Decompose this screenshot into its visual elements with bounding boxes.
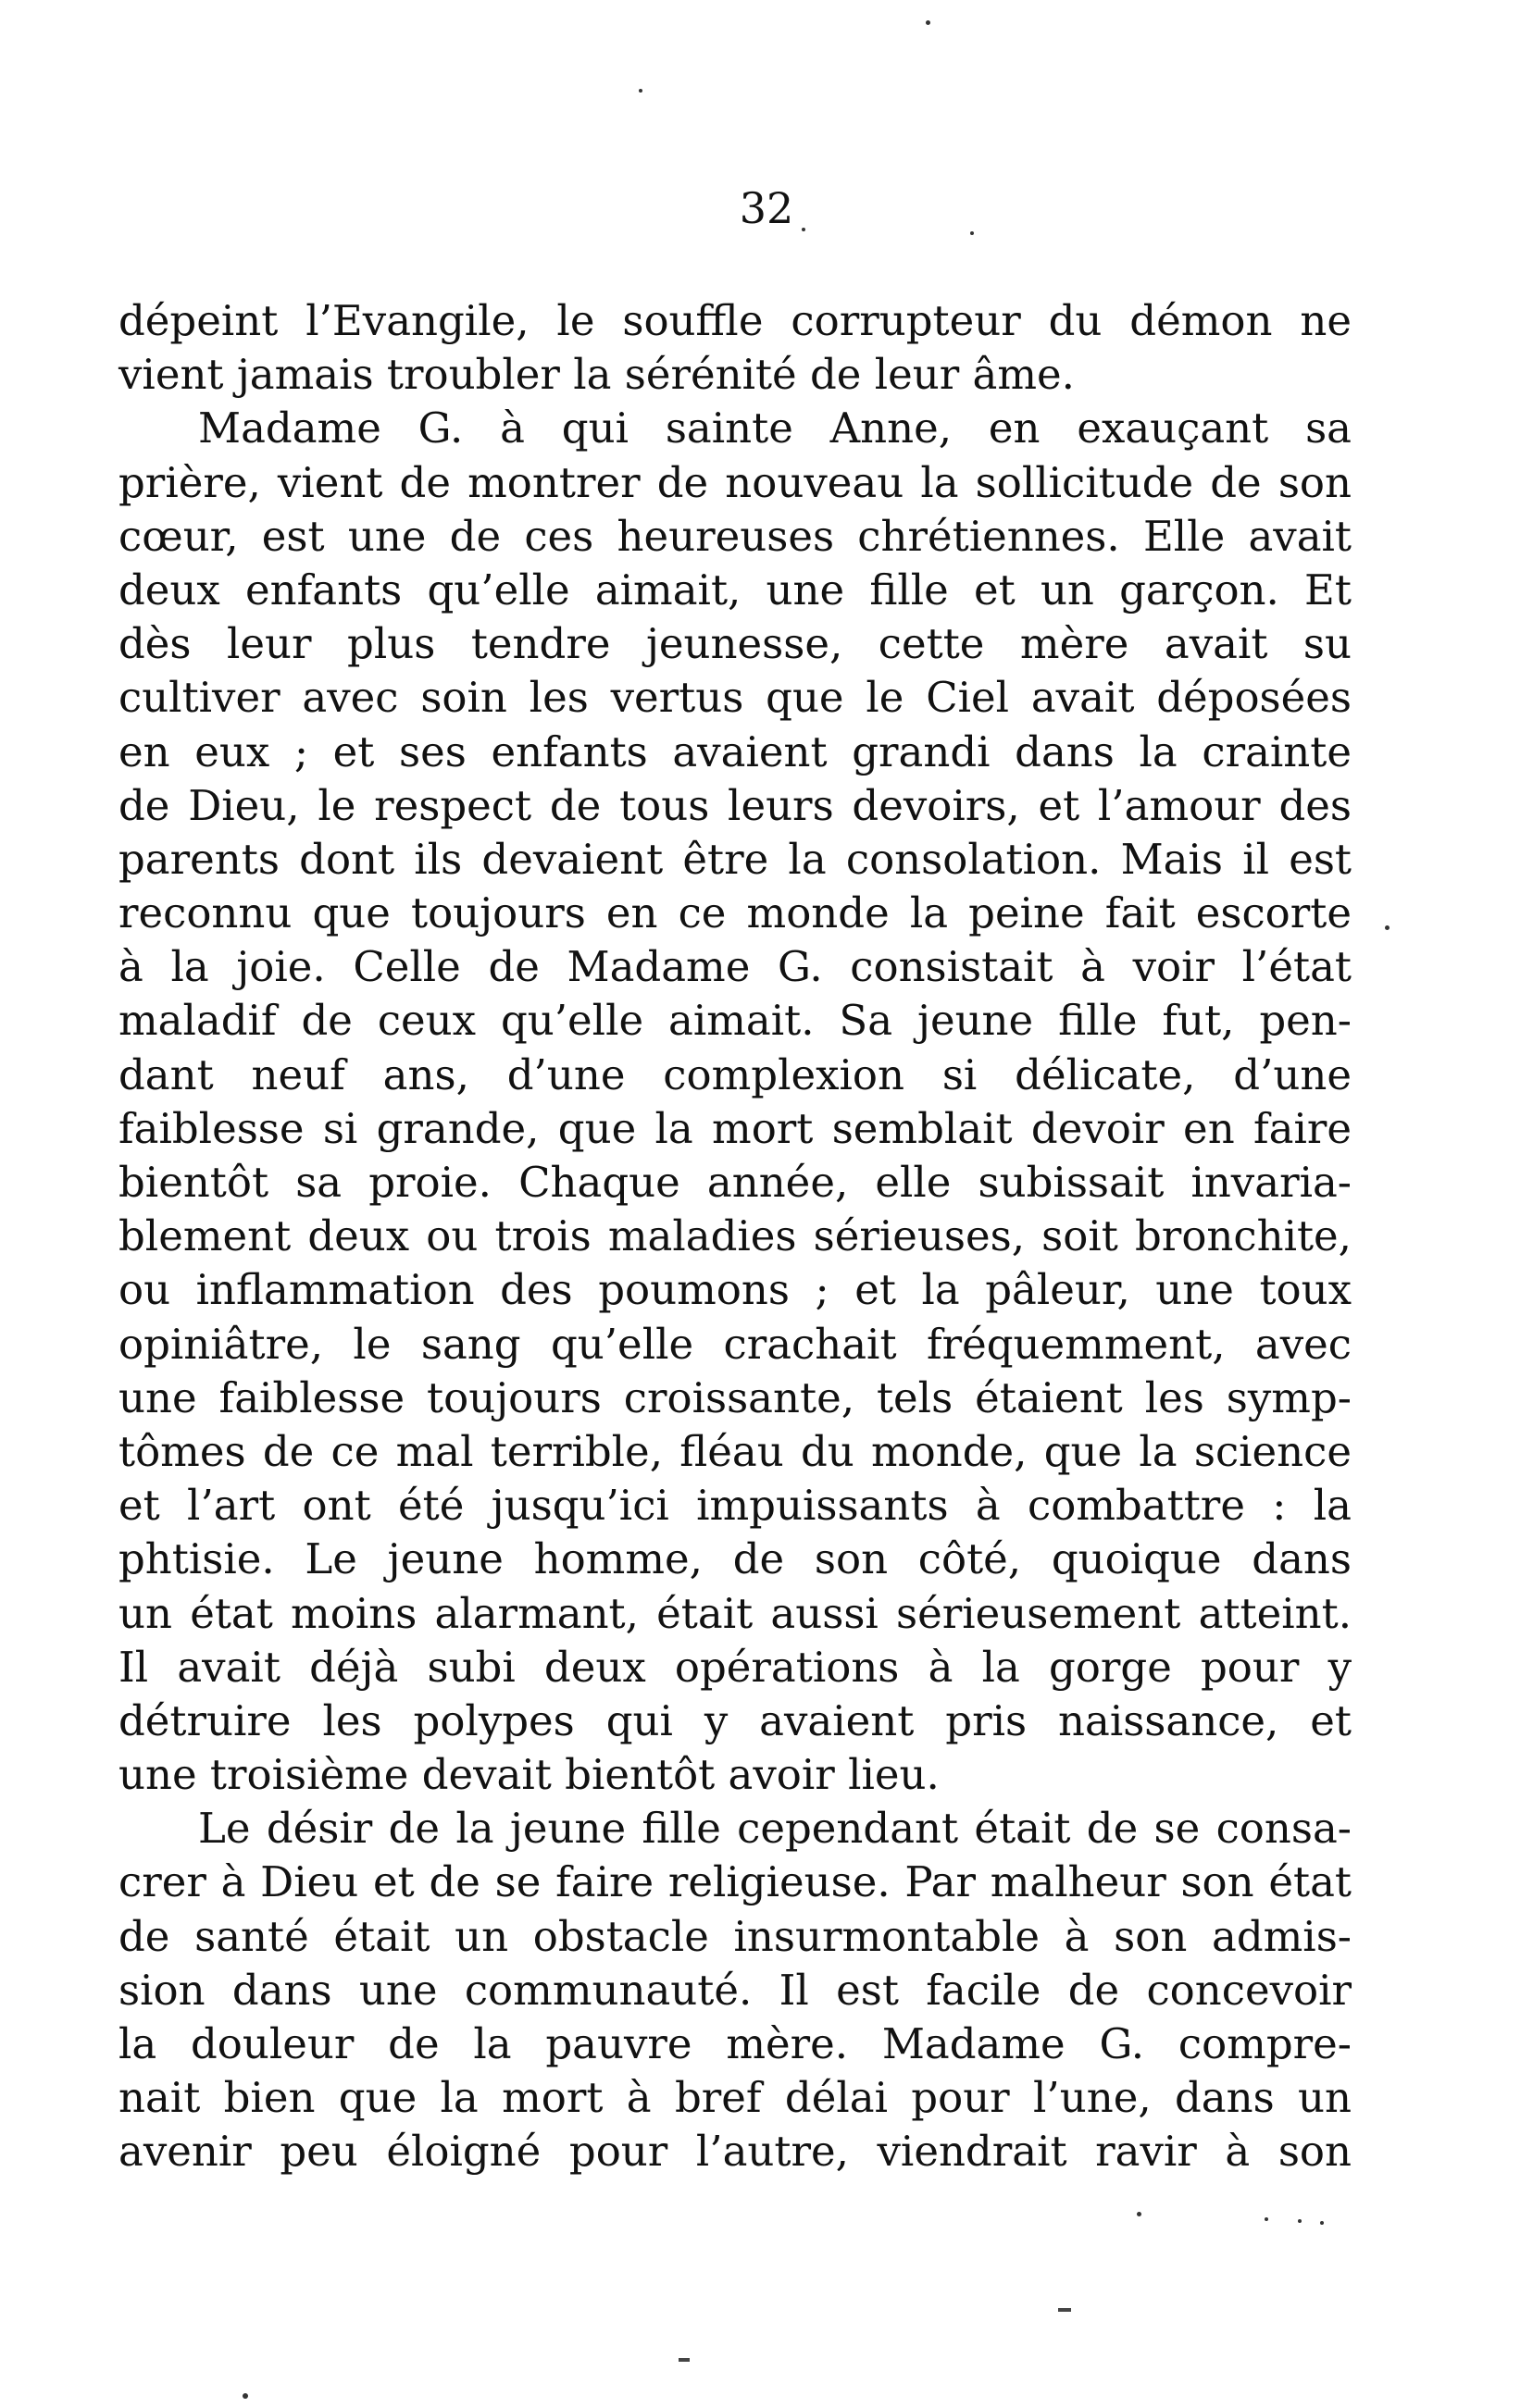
text-line: blement deux ou trois maladies sérieuses, soit bronchite,	[118, 1211, 1352, 1261]
scan-speck	[1265, 2217, 1268, 2221]
text-line: et l’art ont été jusqu’ici impuissants à combattre : la	[118, 1481, 1352, 1531]
text-line: un état moins alarmant, était aussi sérieusement atteint.	[118, 1588, 1352, 1638]
text-line: deux enfants qu’elle aimait, une fille et un garçon. Et	[118, 565, 1352, 614]
text-line: de Dieu, le respect de tous leurs devoirs, et l’amour des	[118, 780, 1352, 830]
text-line: une troisième devait bientôt avoir lieu.	[118, 1750, 940, 1800]
text-line: opiniâtre, le sang qu’elle crachait fréquemment, avec	[118, 1319, 1352, 1369]
scan-mark	[679, 2358, 690, 2362]
text-line: dant neuf ans, d’une complexion si délicate, d’une	[118, 1049, 1352, 1099]
scan-speck	[243, 2393, 248, 2399]
scan-speck	[1298, 2219, 1302, 2223]
text-line: Madame G. à qui sainte Anne, en exauçant sa	[198, 403, 1352, 453]
text-line: de santé était un obstacle insurmontable à son admis-	[118, 1911, 1352, 1961]
text-line: la douleur de la pauvre mère. Madame G. compre-	[118, 2019, 1352, 2068]
text-line: prière, vient de montrer de nouveau la sollicitude de son	[118, 457, 1352, 507]
text-line: Le désir de la jeune fille cependant était de se consa-	[198, 1804, 1352, 1854]
text-line: Il avait déjà subi deux opérations à la gorge pour y	[118, 1642, 1352, 1692]
text-line: crer à Dieu et de se faire religieuse. Par malheur son état	[118, 1857, 1352, 1907]
text-line: détruire les polypes qui y avaient pris naissance, et	[118, 1695, 1352, 1745]
text-line: reconnu que toujours en ce monde la peine fait escorte	[118, 888, 1352, 938]
text-line: cultiver avec soin les vertus que le Ciel avait déposées	[118, 673, 1352, 723]
text-line: nait bien que la mort à bref délai pour l’une, dans un	[118, 2073, 1352, 2123]
text-line: tômes de ce mal terrible, fléau du monde, que la science	[118, 1426, 1352, 1476]
text-line: vient jamais troubler la sérénité de leur âme.	[118, 350, 1075, 400]
text-line: à la joie. Celle de Madame G. consistait à voir l’état	[118, 942, 1352, 992]
scan-mark	[1058, 2308, 1071, 2312]
scan-speck	[802, 228, 805, 231]
text-line: avenir peu éloigné pour l’autre, viendrait ravir à son	[118, 2127, 1352, 2177]
scan-speck	[926, 20, 930, 25]
text-line: en eux ; et ses enfants avaient grandi dans la crainte	[118, 726, 1352, 776]
scan-speck	[1137, 2212, 1141, 2216]
text-line: ou inflammation des poumons ; et la pâleur, une toux	[118, 1265, 1352, 1315]
scan-speck	[639, 89, 642, 93]
body-text	[118, 294, 1352, 2179]
text-line: maladif de ceux qu’elle aimait. Sa jeune fille fut, pen-	[118, 996, 1352, 1046]
scan-speck	[1385, 925, 1390, 930]
text-line: une faiblesse toujours croissante, tels étaient les symp-	[118, 1372, 1352, 1422]
scan-speck	[1320, 2221, 1324, 2225]
text-line: dès leur plus tendre jeunesse, cette mère avait su	[118, 619, 1352, 669]
text-line: phtisie. Le jeune homme, de son côté, quoique dans	[118, 1534, 1352, 1584]
scan-speck	[970, 231, 974, 235]
text-line: dépeint l’Evangile, le souffle corrupteur du démon ne	[118, 296, 1352, 345]
text-line: sion dans une communauté. Il est facile de concevoir	[118, 1965, 1352, 2015]
page-number: 32	[739, 183, 794, 233]
text-line: parents dont ils devaient être la consolation. Mais il est	[118, 834, 1352, 884]
text-line: bientôt sa proie. Chaque année, elle subissait invaria-	[118, 1158, 1352, 1207]
text-line: faiblesse si grande, que la mort semblait devoir en faire	[118, 1103, 1352, 1153]
text-line: cœur, est une de ces heureuses chrétiennes. Elle avait	[118, 511, 1352, 561]
